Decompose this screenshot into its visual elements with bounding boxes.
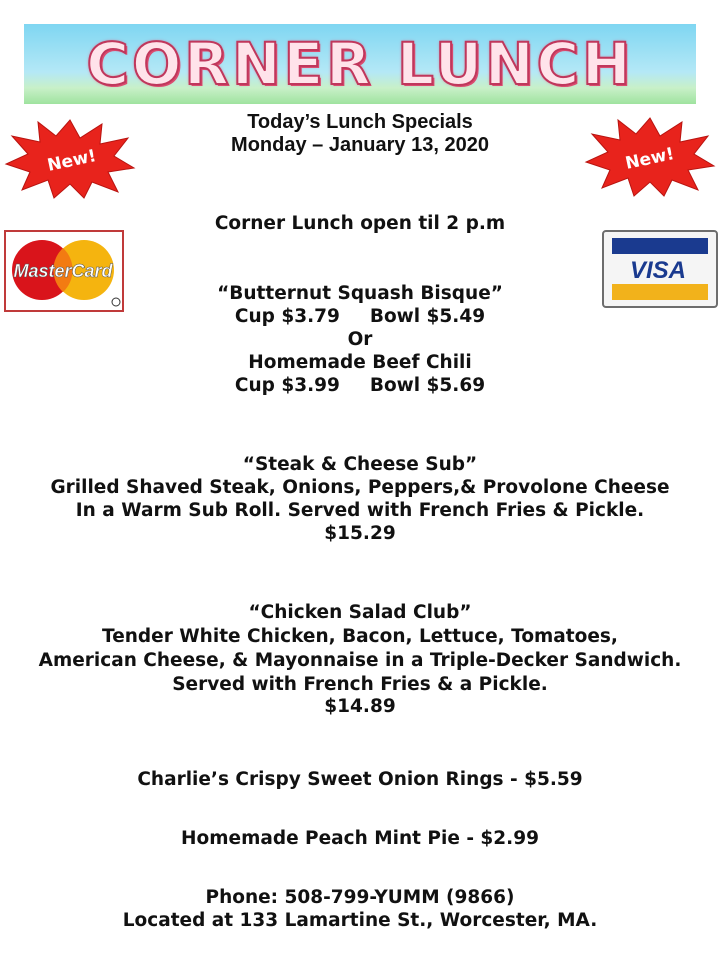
soup-or: Or <box>347 329 373 350</box>
banner <box>24 24 696 104</box>
special2-desc1: Tender White Chicken, Bacon, Lettuce, Tomatoes, <box>102 626 618 647</box>
soup1-bowl-price: Bowl $5.49 <box>369 306 486 327</box>
phone-text: Phone: 508-799-YUMM (9866) <box>205 887 515 908</box>
special1-price: $15.29 <box>324 523 396 544</box>
specials-heading: Today’s Lunch Specials <box>247 111 473 133</box>
special2-desc2: American Cheese, & Mayonnaise in a Triple-Decker Sandwich. <box>38 650 682 671</box>
visa-text: VISA <box>629 257 687 284</box>
soup2-name: Homemade Beef Chili <box>248 352 472 373</box>
special2-name: “Chicken Salad Club” <box>248 602 472 623</box>
onion-rings-item: Charlie’s Crispy Sweet Onion Rings - $5.59 <box>137 769 583 790</box>
banner-title: CORNER LUNCH <box>86 30 634 98</box>
soup1-name: “Butternut Squash Bisque” <box>217 283 503 304</box>
special1-name: “Steak & Cheese Sub” <box>242 454 478 475</box>
hours-text: Corner Lunch open til 2 p.m <box>214 213 506 234</box>
special1-desc2: In a Warm Sub Roll. Served with French Fries & Pickle. <box>75 500 645 521</box>
pie-item: Homemade Peach Mint Pie - $2.99 <box>181 828 539 849</box>
soup2-prices <box>0 374 720 397</box>
soup1-cup-price: Cup $3.79 <box>234 306 340 327</box>
soup2-bowl-price: Bowl $5.69 <box>369 375 486 396</box>
special2-price: $14.89 <box>324 696 396 717</box>
soup1-prices <box>0 305 720 328</box>
date-heading: Monday – January 13, 2020 <box>231 134 489 156</box>
special2-desc3: Served with French Fries & a Pickle. <box>172 674 548 695</box>
new-badge-left-text: New! <box>45 146 98 176</box>
mastercard-text: MasterCard <box>13 261 113 281</box>
special1-desc1: Grilled Shaved Steak, Onions, Peppers,& Provolone Cheese <box>50 477 670 498</box>
soup2-cup-price: Cup $3.99 <box>234 375 340 396</box>
new-badge-right-text: New! <box>623 144 676 174</box>
address-text: Located at 133 Lamartine St., Worcester, MA. <box>122 910 598 931</box>
